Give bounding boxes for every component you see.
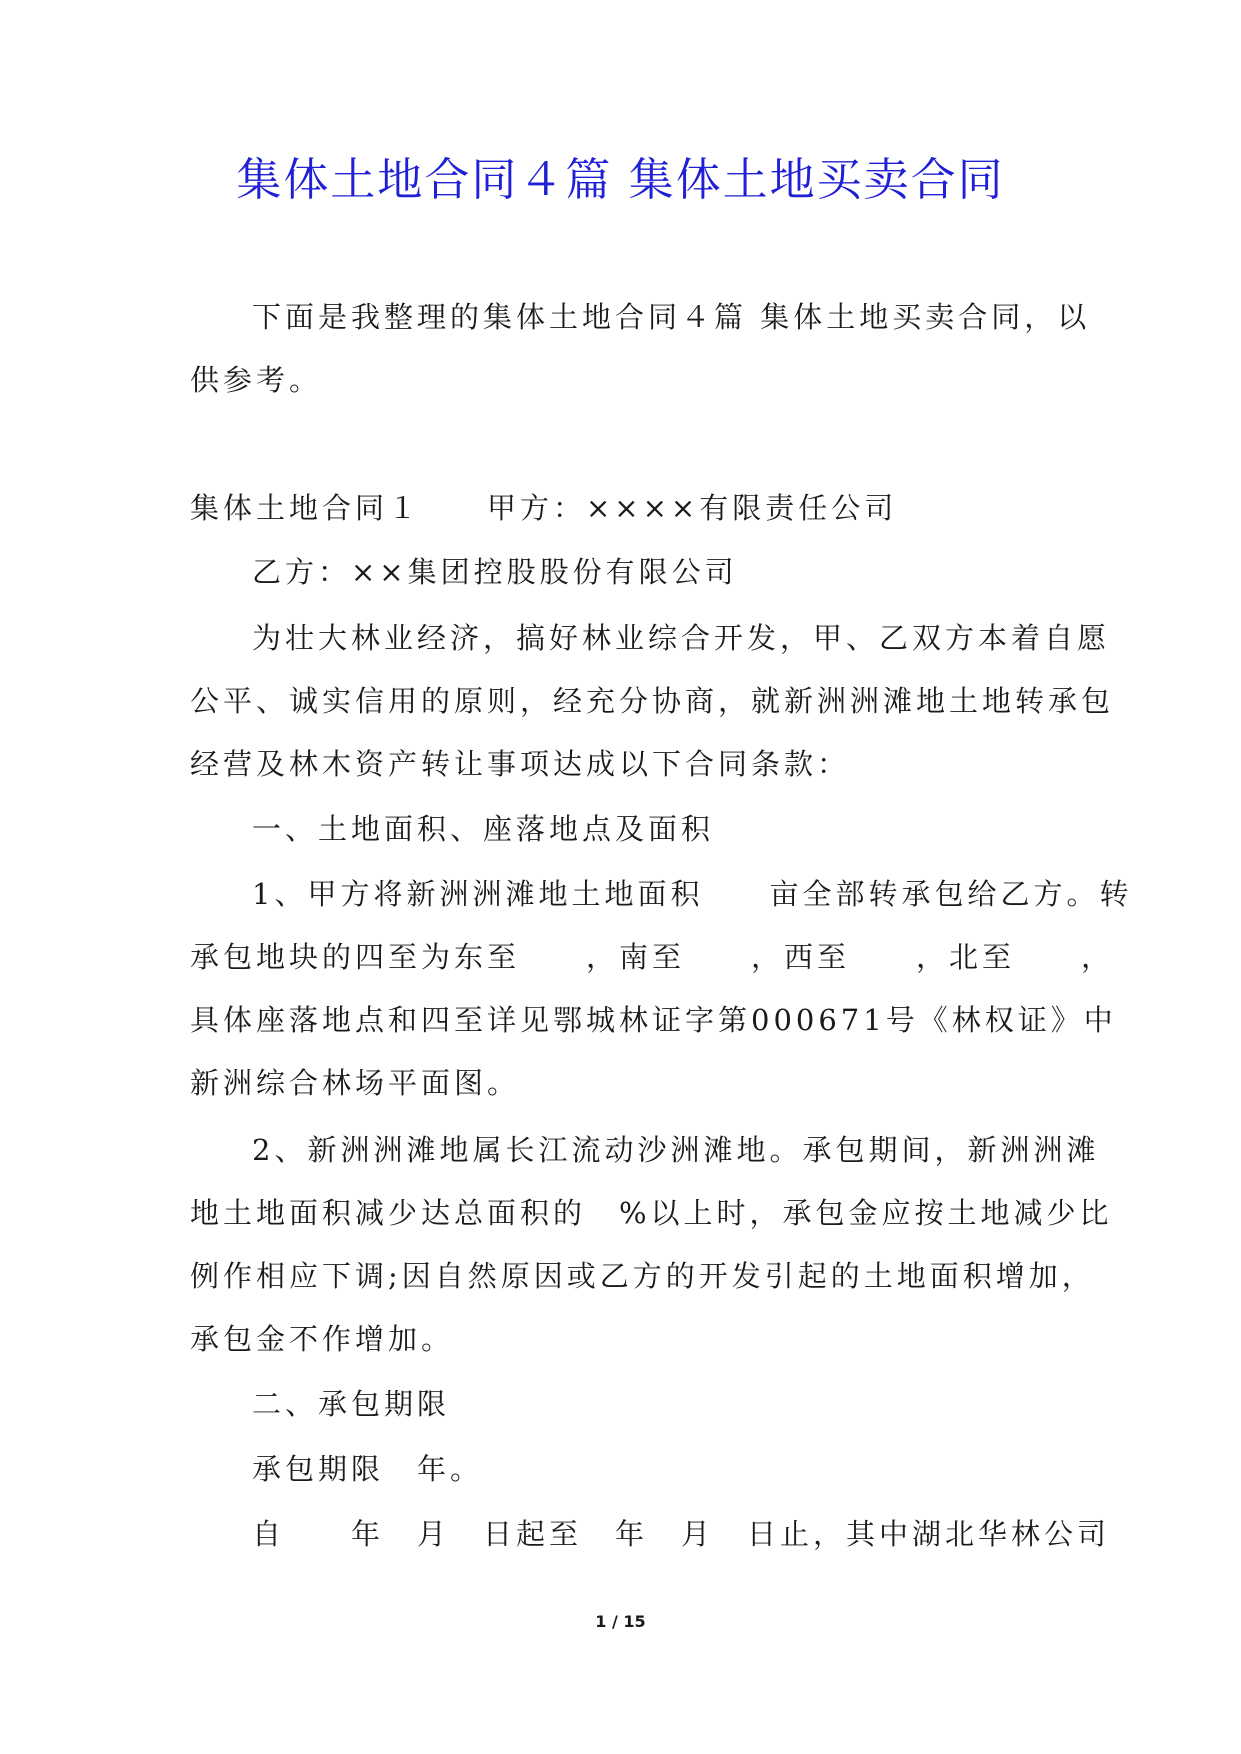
party-b-line: 乙方：××集团控股股份有限公司 [252,555,738,589]
section-heading-2: 二、承包期限 [252,1387,451,1421]
paragraph-line: 为壮大林业经济，搞好林业综合开发，甲、乙双方本着自愿 [252,621,1111,655]
clause-line: 承包地块的四至为东至 ，南至 ，西至 ，北至 ， [190,940,1115,974]
page-number: 1 / 15 [595,1612,646,1631]
term-line: 承包期限 年。 [252,1452,484,1486]
clause-line: 承包金不作增加。 [190,1322,455,1356]
clause-line: 地土地面积减少达总面积的 %以上时，承包金应按土地减少比 [190,1196,1113,1230]
paragraph-line: 经营及林木资产转让事项达成以下合同条款： [190,747,851,781]
intro-line-1: 下面是我整理的集体土地合同４篇 集体土地买卖合同，以 [252,300,1091,334]
term-dates-line: 自 年 月 日起至 年 月 日止，其中湖北华林公司 [252,1517,1111,1551]
clause-line: 1、甲方将新洲洲滩地土地面积 亩全部转承包给乙方。转 [252,877,1133,911]
clause-line: 具体座落地点和四至详见鄂城林证字第000671号《林权证》中 [190,1003,1117,1037]
section-heading-1: 一、土地面积、座落地点及面积 [252,812,715,846]
clause-line: 新洲综合林场平面图。 [190,1066,521,1100]
intro-line-2: 供参考。 [190,363,323,397]
document-title: 集体土地合同４篇 集体土地买卖合同 [236,153,1005,206]
clause-line: 例作相应下调;因自然原因或乙方的开发引起的土地面积增加， [190,1259,1095,1293]
clause-line: 2、新洲洲滩地属长江流动沙洲滩地。承包期间，新洲洲滩 [252,1133,1100,1167]
paragraph-line: 公平、诚实信用的原则，经充分协商，就新洲洲滩地土地转承包 [190,684,1115,718]
contract-heading: 集体土地合同１ 甲方：××××有限责任公司 [190,491,898,525]
